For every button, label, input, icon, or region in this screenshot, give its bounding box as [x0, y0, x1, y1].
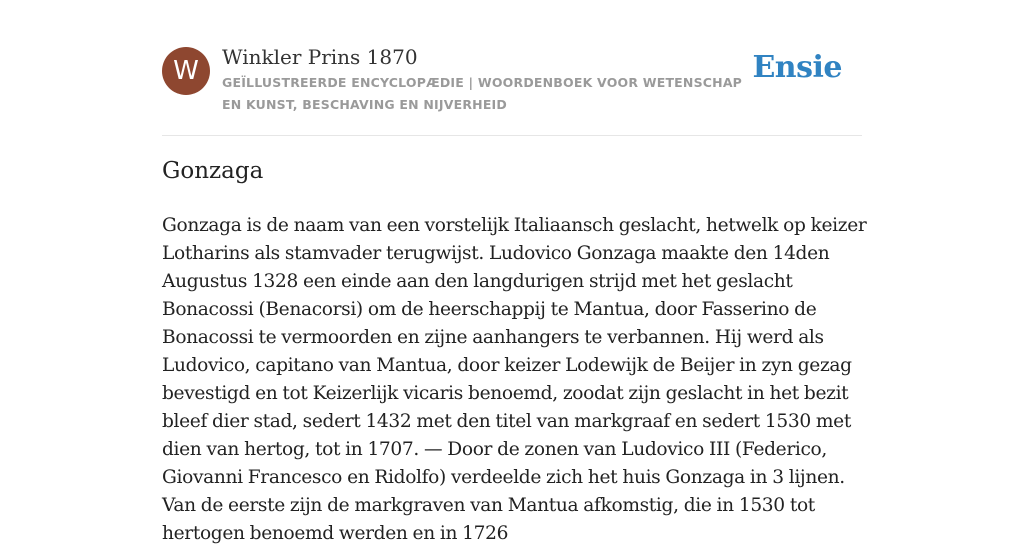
source-header	[162, 0, 862, 136]
article-page	[162, 0, 867, 544]
source-subtitle: GEÏLLUSTREERDE ENCYCLOPÆDIE | WOORDENBOEK VOOR WETENSCHAP EN KUNST, BESCHAVING EN NIJVERHEID	[222, 75, 743, 112]
source-name-link[interactable]: Winkler Prins 1870	[222, 45, 418, 69]
article-title: Gonzaga	[162, 158, 264, 184]
source-avatar[interactable]: W	[162, 47, 210, 95]
article-body: Gonzaga is de naam van een vorstelijk Italiaansch geslacht, hetwelk op keizer Lotharins als stamvader terugwijst. Ludovico Gonzaga maakte den 14den Augustus 1328 een einde aan den langdurigen strijd met het geslacht Bonacossi (Benacorsi) om de heerschappij te Mantua, door Fasserino de Bonacossi te vermoorden en zijne aanhangers te verbannen. Hij werd als Ludovico, capitano van Mantua, door keizer Lodewijk de Beijer in zyn gezag bevestigd en tot Keizerlijk vicaris benoemd, zoodat zijn geslacht in het bezit bleef dier stad, sedert 1432 met den titel van markgraaf en sedert 1530 met dien van hertog, tot in 1707. — Door de zonen van Ludovico III (Federico, Giovanni Francesco en Ridolfo) verdeelde zich het huis Gonzaga in 3 lijnen. Van de eerste zijn de markgraven van Mantua afkomstig, die in 1530 tot hertogen benoemd werden en in 1726	[162, 215, 867, 544]
ensie-logo[interactable]: Ensie	[752, 50, 842, 85]
